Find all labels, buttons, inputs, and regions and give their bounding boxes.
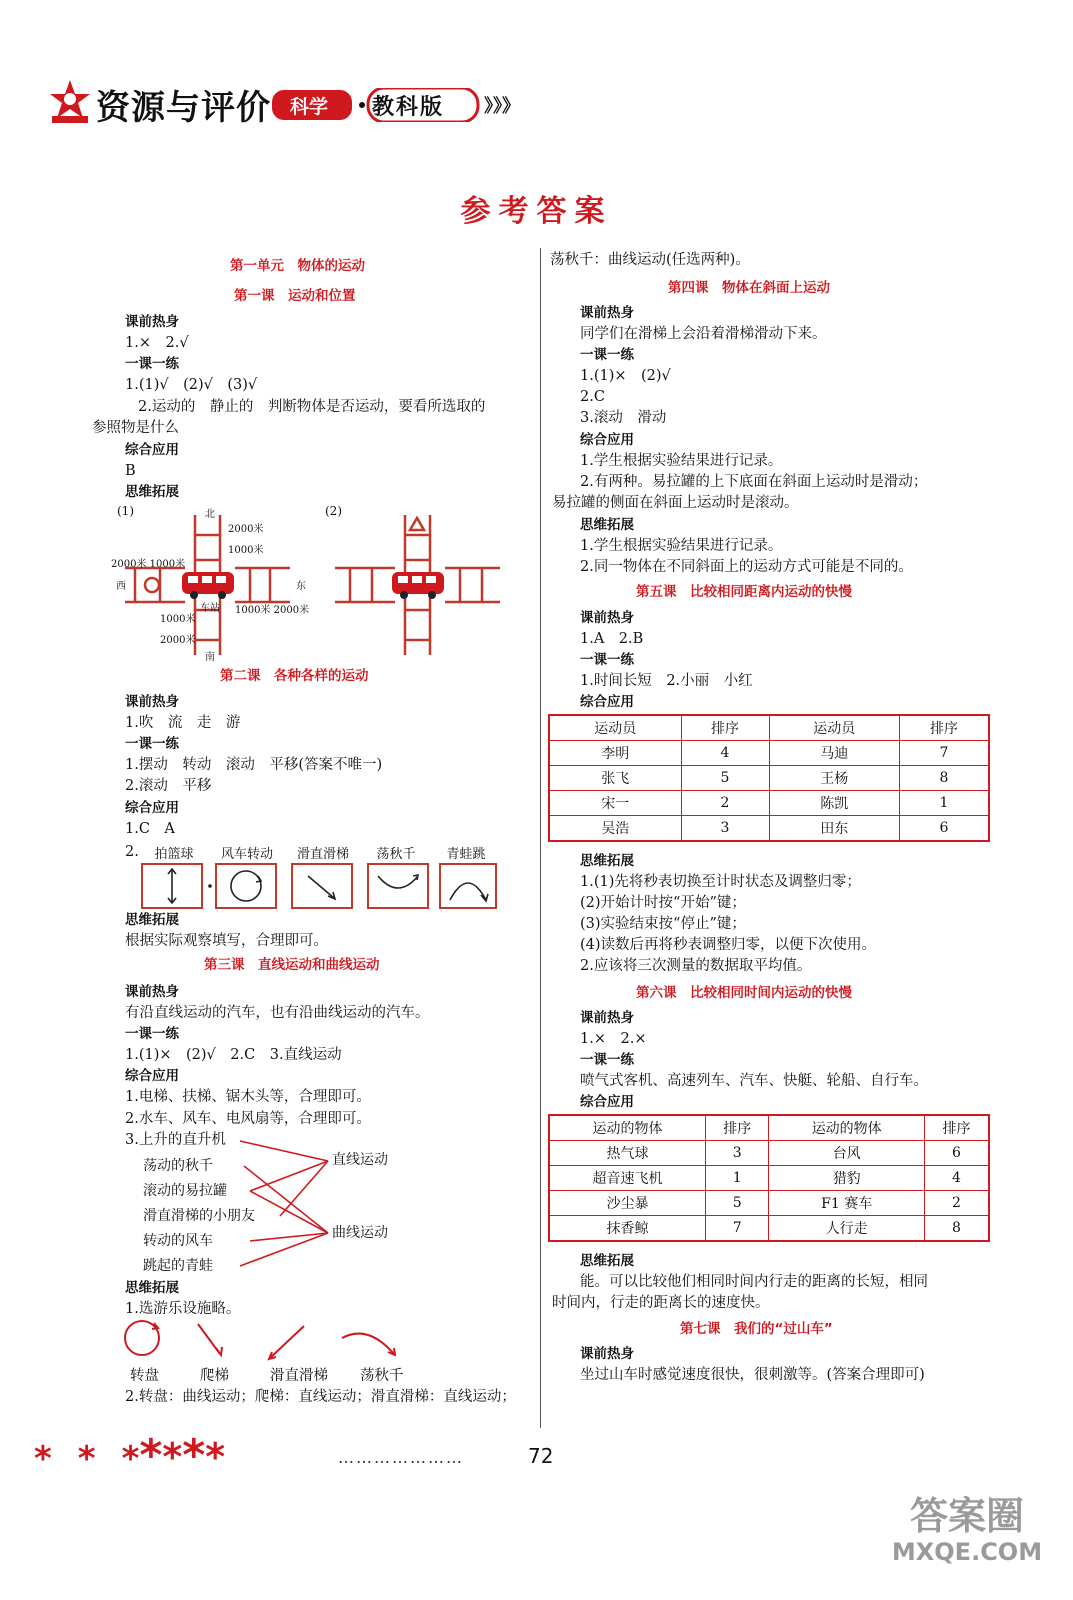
distance-label: 1000米 (228, 545, 264, 556)
ride-caption: 荡秋千 (360, 1368, 404, 1384)
practice-label: 一课一练 (125, 1026, 179, 1042)
answer-line: 2. (125, 844, 139, 860)
table-cell: 抹香鲸 (549, 1216, 706, 1242)
column-divider (540, 248, 541, 1428)
answer-line: 时间内，行走的距离长的速度快。 (552, 1295, 770, 1311)
distance-label: 2000米 (228, 524, 264, 535)
match-item: 滑直滑梯的小朋友 (143, 1208, 255, 1224)
match-item: 滚动的易拉罐 (143, 1183, 227, 1199)
direction-west: 西 (116, 581, 126, 592)
direction-south: 南 (205, 652, 215, 663)
answer-line: 1.C A (125, 821, 175, 837)
practice-label: 一课一练 (580, 347, 634, 363)
warm-label: 课前热身 (125, 314, 179, 330)
table-cell: F1 赛车 (769, 1191, 924, 1216)
table-cell: 1 (899, 791, 989, 816)
table-cell: 5 (681, 766, 769, 791)
answer-line: 1.(1)√ (2)√ (3)√ (125, 377, 258, 393)
answer-line: 1.电梯、扶梯、锯木头等，合理即可。 (125, 1089, 371, 1105)
table-cell: 宋一 (549, 791, 681, 816)
table-cell: 7 (899, 741, 989, 766)
ride-caption: 转盘 (130, 1368, 159, 1384)
ranking-table-1 (548, 714, 990, 842)
lesson4-title: 第四课 物体在斜面上运动 (668, 280, 830, 296)
table-header: 排序 (899, 715, 989, 741)
warm-label: 课前热身 (580, 305, 634, 321)
ride-drawings (120, 1318, 400, 1368)
answer-line: 1.摆动 转动 滚动 平移(答案不唯一) (125, 757, 383, 773)
answer-line: (3)实验结束按“停止”键； (580, 916, 746, 932)
answer-line: 2.同一物体在不同斜面上的运动方式可能是不同的。 (580, 559, 913, 575)
practice-label: 一课一练 (580, 652, 634, 668)
answer-line: (4)读数后再将秒表调整归零，以便下次使用。 (580, 937, 877, 953)
table-header: 运动的物体 (549, 1115, 706, 1141)
table-cell: 6 (899, 816, 989, 842)
table-cell: 3 (706, 1141, 769, 1166)
direction-east: 东 (296, 581, 306, 592)
answer-line: 1.(1)× (2)√ (580, 368, 671, 384)
table-header: 运动的物体 (769, 1115, 924, 1141)
lesson3-title: 第三课 直线运动和曲线运动 (204, 957, 380, 973)
answer-line: 3.上升的直升机 (125, 1132, 226, 1148)
answer-line: 2.应该将三次测量的数据取平均值。 (580, 958, 812, 974)
table-cell: 田东 (769, 816, 899, 842)
direction-north: 北 (205, 509, 215, 520)
ride-caption: 滑直滑梯 (270, 1368, 328, 1384)
match-item: 转动的风车 (143, 1233, 213, 1249)
lesson7-title: 第七课 我们的“过山车” (680, 1321, 833, 1337)
answer-line: 2.水车、风车、电风扇等，合理即可。 (125, 1111, 371, 1127)
apply-label: 综合应用 (580, 694, 634, 710)
table-cell: 7 (706, 1216, 769, 1242)
picture-caption: 风车转动 (220, 847, 273, 862)
think-label: 思维拓展 (125, 1280, 179, 1296)
table-row (549, 766, 989, 791)
think-label: 思维拓展 (125, 912, 179, 928)
table-header-row (549, 1115, 989, 1141)
answer-line: 2.滚动 平移 (125, 778, 212, 794)
chevron-decoration: 》》》 (484, 96, 520, 117)
practice-label: 一课一练 (580, 1052, 634, 1068)
answer-line: 1.选游乐设施略。 (125, 1301, 241, 1317)
table-cell: 台风 (769, 1141, 924, 1166)
table-cell: 陈凯 (769, 791, 899, 816)
warm-label: 课前热身 (125, 984, 179, 1000)
table-cell: 4 (681, 741, 769, 766)
answer-line: 1.A 2.B (580, 631, 644, 647)
apply-label: 综合应用 (580, 1094, 634, 1110)
table-cell: 热气球 (549, 1141, 706, 1166)
answer-line: (2)开始计时按“开始”键； (580, 895, 746, 911)
page-number: 72 (528, 1444, 554, 1468)
table-header: 排序 (681, 715, 769, 741)
match-item: 荡动的秋千 (143, 1158, 213, 1174)
leader-dots: ………………… (338, 1448, 464, 1467)
answer-line: 1.学生根据实验结果进行记录。 (580, 538, 783, 554)
table-cell: 8 (899, 766, 989, 791)
table-cell: 人行走 (769, 1216, 924, 1242)
figure-label: (2) (325, 504, 342, 518)
answer-line: 易拉罐的侧面在斜面上运动时是滚动。 (552, 495, 799, 511)
answer-line: 1.时间长短 2.小丽 小红 (580, 673, 753, 689)
table-cell: 李明 (549, 741, 681, 766)
think-label: 思维拓展 (580, 853, 634, 869)
table-cell: 吴浩 (549, 816, 681, 842)
page-title: 参考答案 (460, 194, 613, 229)
table-cell: 5 (706, 1191, 769, 1216)
answer-line: 3.滚动 滑动 (580, 410, 667, 426)
answer-line: 有沿直线运动的汽车，也有沿曲线运动的汽车。 (125, 1005, 430, 1021)
ranking-table-2 (548, 1114, 990, 1242)
ride-caption: 爬梯 (200, 1368, 229, 1384)
picture-caption: 拍篮球 (154, 847, 194, 862)
warm-label: 课前热身 (125, 694, 179, 710)
answer-line: B (125, 463, 136, 479)
answer-line: 能。可以比较他们相同时间内行走的距离的长短，相同 (580, 1274, 928, 1290)
answer-line: 喷气式客机、高速列车、汽车、快艇、轮船、自行车。 (580, 1073, 928, 1089)
publisher-logo (48, 78, 92, 124)
picture-caption: 荡秋千 (376, 847, 416, 862)
answer-line: 2.转盘：曲线运动；爬梯：直线运动；滑直滑梯：直线运动； (125, 1389, 516, 1405)
edition-label: 教科版 (372, 95, 445, 120)
practice-label: 一课一练 (125, 356, 179, 372)
unit-heading: 第一单元 物体的运动 (230, 258, 365, 274)
lesson6-title: 第六课 比较相同时间内运动的快慢 (636, 985, 852, 1001)
table-cell: 马迪 (769, 741, 899, 766)
picture-caption: 青蛙跳 (446, 847, 486, 862)
table-cell: 王杨 (769, 766, 899, 791)
table-cell: 2 (924, 1191, 989, 1216)
think-label: 思维拓展 (125, 484, 179, 500)
match-target-curve: 曲线运动 (332, 1225, 388, 1241)
answer-line: 1.× 2.× (580, 1031, 647, 1047)
lesson5-title: 第五课 比较相同距离内运动的快慢 (636, 584, 852, 600)
answer-line: 坐过山车时感觉速度很快，很刺激等。(答案合理即可) (580, 1367, 925, 1383)
table-cell: 张飞 (549, 766, 681, 791)
apply-label: 综合应用 (125, 800, 179, 816)
table-cell: 猎豹 (769, 1166, 924, 1191)
lesson2-title: 第二课 各种各样的运动 (220, 668, 369, 684)
answer-line: 1.(1)先将秒表切换至计时状态及调整归零； (580, 874, 861, 890)
table-row (549, 1141, 989, 1166)
think-label: 思维拓展 (580, 1253, 634, 1269)
answer-line: 参照物是什么 (92, 420, 179, 436)
answer-line: 荡秋千：曲线运动(任选两种)。 (550, 252, 750, 268)
figure-label: (1) (117, 504, 134, 518)
answer-line: 根据实际观察填写，合理即可。 (125, 933, 328, 949)
picture-caption: 滑直滑梯 (296, 847, 349, 862)
table-cell: 沙尘暴 (549, 1191, 706, 1216)
table-header: 排序 (706, 1115, 769, 1141)
table-row (549, 1191, 989, 1216)
table-header-row (549, 715, 989, 741)
table-row (549, 1166, 989, 1191)
table-cell: 2 (681, 791, 769, 816)
table-row (549, 816, 989, 842)
answer-line: 1.学生根据实验结果进行记录。 (580, 453, 783, 469)
answer-line: 同学们在滑梯上会沿着滑梯滑动下来。 (580, 326, 827, 342)
series-title: 资源与评价 (96, 88, 271, 128)
answer-line: 1.吹 流 走 游 (125, 715, 241, 731)
table-row (549, 791, 989, 816)
distance-label: 2000米 (160, 635, 196, 646)
think-label: 思维拓展 (580, 517, 634, 533)
motion-pictures (140, 862, 500, 910)
table-header: 排序 (924, 1115, 989, 1141)
warm-label: 课前热身 (580, 1010, 634, 1026)
table-row (549, 741, 989, 766)
answer-line: 2.运动的 静止的 判断物体是否运动，要看所选取的 (138, 399, 486, 415)
distance-label: 1000米 2000米 (235, 605, 310, 616)
answer-line: 1.(1)× (2)√ 2.C 3.直线运动 (125, 1047, 342, 1063)
table-row (549, 1216, 989, 1242)
table-cell: 超音速飞机 (549, 1166, 706, 1191)
distance-label: 1000米 (160, 614, 196, 625)
warm-label: 课前热身 (580, 1346, 634, 1362)
practice-label: 一课一练 (125, 736, 179, 752)
table-cell: 8 (924, 1216, 989, 1242)
match-item: 跳起的青蛙 (143, 1258, 213, 1274)
matching-lines (200, 1135, 335, 1270)
subject-label: 科学 (290, 96, 329, 118)
table-cell: 4 (924, 1166, 989, 1191)
distance-label: 2000米 1000米 (111, 559, 186, 570)
table-cell: 1 (706, 1166, 769, 1191)
lesson1-title: 第一课 运动和位置 (234, 288, 356, 304)
apply-label: 综合应用 (580, 432, 634, 448)
answer-line: 2.C (580, 389, 605, 405)
table-cell: 3 (681, 816, 769, 842)
table-header: 运动员 (769, 715, 899, 741)
warm-label: 课前热身 (580, 610, 634, 626)
watermark: 答案圈 MXQE.COM (891, 1494, 1043, 1566)
answer-line: 1.× 2.√ (125, 335, 189, 351)
table-header: 运动员 (549, 715, 681, 741)
apply-label: 综合应用 (125, 442, 179, 458)
station-label: 车站 (200, 603, 220, 614)
answer-line: 2.有两种。易拉罐的上下底面在斜面上运动时是滑动； (580, 474, 928, 490)
table-cell: 6 (924, 1141, 989, 1166)
match-target-straight: 直线运动 (332, 1152, 388, 1168)
star-decoration: * * ***** (34, 1430, 226, 1481)
apply-label: 综合应用 (125, 1068, 179, 1084)
